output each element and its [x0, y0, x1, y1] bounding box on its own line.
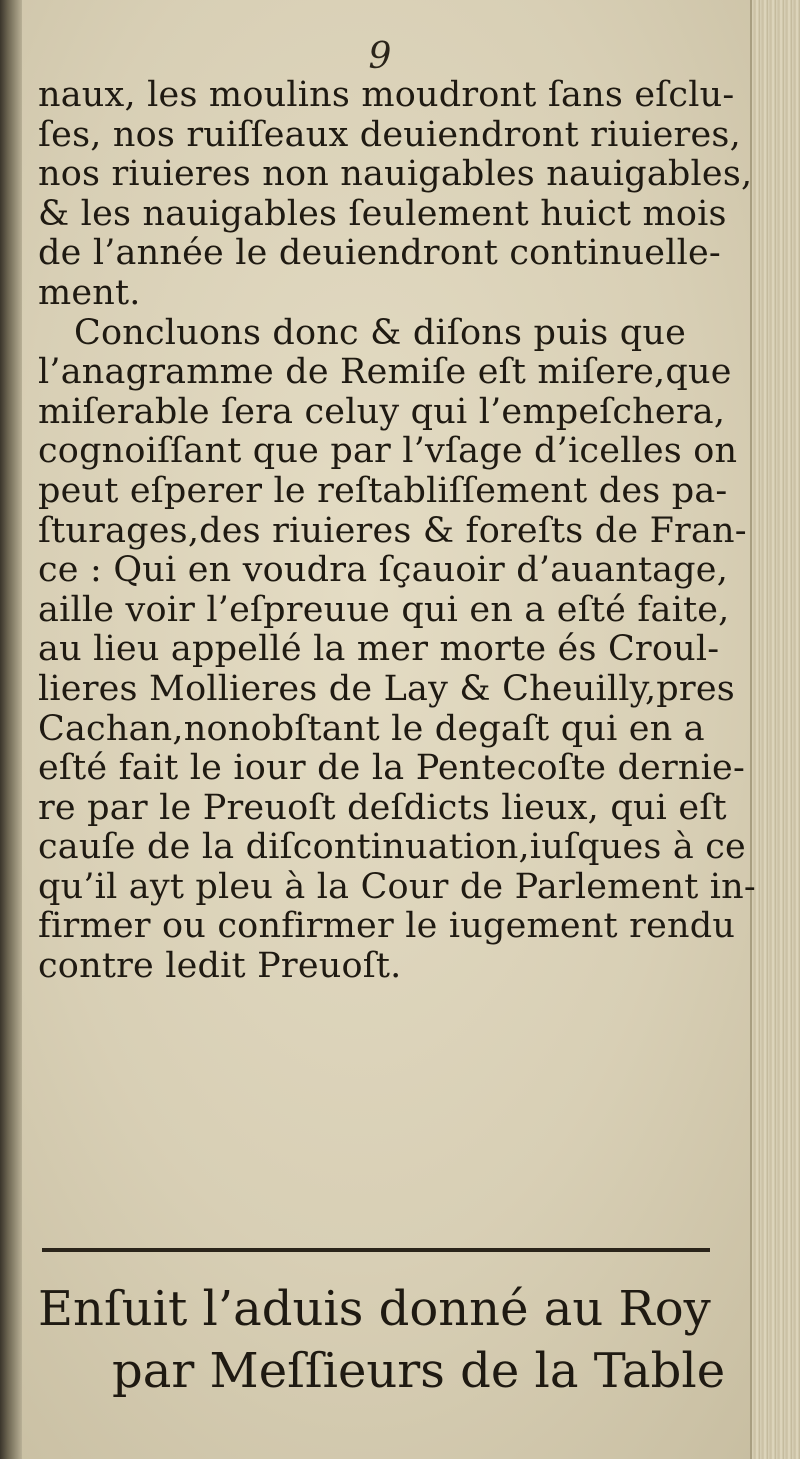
- text-line: Cachan,nonobſtant le degaſt qui en a: [38, 708, 705, 749]
- section-divider-rule: [42, 1248, 710, 1252]
- section-heading: [38, 1278, 756, 1402]
- text-line: ſes, nos ruiſſeaux deuiendront riuieres,: [38, 114, 741, 155]
- text-line: re par le Preuoſt deſdicts lieux, qui eſt: [38, 787, 727, 828]
- text-line: ce : Qui en voudra ſçauoir d’auantage,: [38, 550, 729, 591]
- text-line: nos riuieres non nauigables nauigables,: [38, 154, 753, 195]
- text-line: miſerable ſera celuy qui l’empeſchera,: [38, 391, 726, 432]
- text-line: contre ledit Preuoſt.: [38, 946, 402, 987]
- text-line: cognoiſſant que par l’vſage d’icelles on: [38, 431, 738, 472]
- text-line: firmer ou confirmer le iugement rendu: [38, 906, 736, 947]
- text-line: Concluons donc & diſons puis que: [74, 312, 686, 353]
- text-line: lieres Mollieres de Lay & Cheuilly,pres: [38, 668, 735, 709]
- text-line: aille voir l’eſpreuue qui en a eſté faite,: [38, 589, 730, 630]
- text-line: peut eſperer le reſtabliſſement des pa-: [38, 470, 728, 511]
- page-edge-stack: [750, 0, 800, 1459]
- page-number: 9: [368, 36, 392, 77]
- text-line: au lieu appellé la mer morte és Croul-: [38, 629, 720, 670]
- text-line: ment.: [38, 272, 141, 313]
- text-line: l’anagramme de Remiſe eſt miſere,que: [38, 352, 732, 393]
- text-line: qu’il ayt pleu à la Cour de Parlement in-: [38, 866, 756, 907]
- page-gutter-shadow: [0, 0, 22, 1459]
- heading-line: Enſuit l’aduis donné au Roy: [38, 1281, 711, 1337]
- body-paragraphs: [38, 76, 756, 987]
- text-line: cauſe de la diſcontinuation,iuſques à ce: [38, 827, 746, 868]
- text-line: eſté fait le iour de la Pentecoſte dernie-: [38, 748, 745, 789]
- heading-line: par Meſſieurs de la Table: [112, 1343, 726, 1399]
- text-line: ſturages,des riuieres & foreſts de Fran-: [38, 510, 747, 551]
- text-line: & les nauigables ſeulement huict mois: [38, 193, 727, 234]
- text-line: naux, les moulins moudront ſans eſclu-: [38, 75, 735, 115]
- text-line: de l’année le deuiendront continuelle-: [38, 233, 721, 274]
